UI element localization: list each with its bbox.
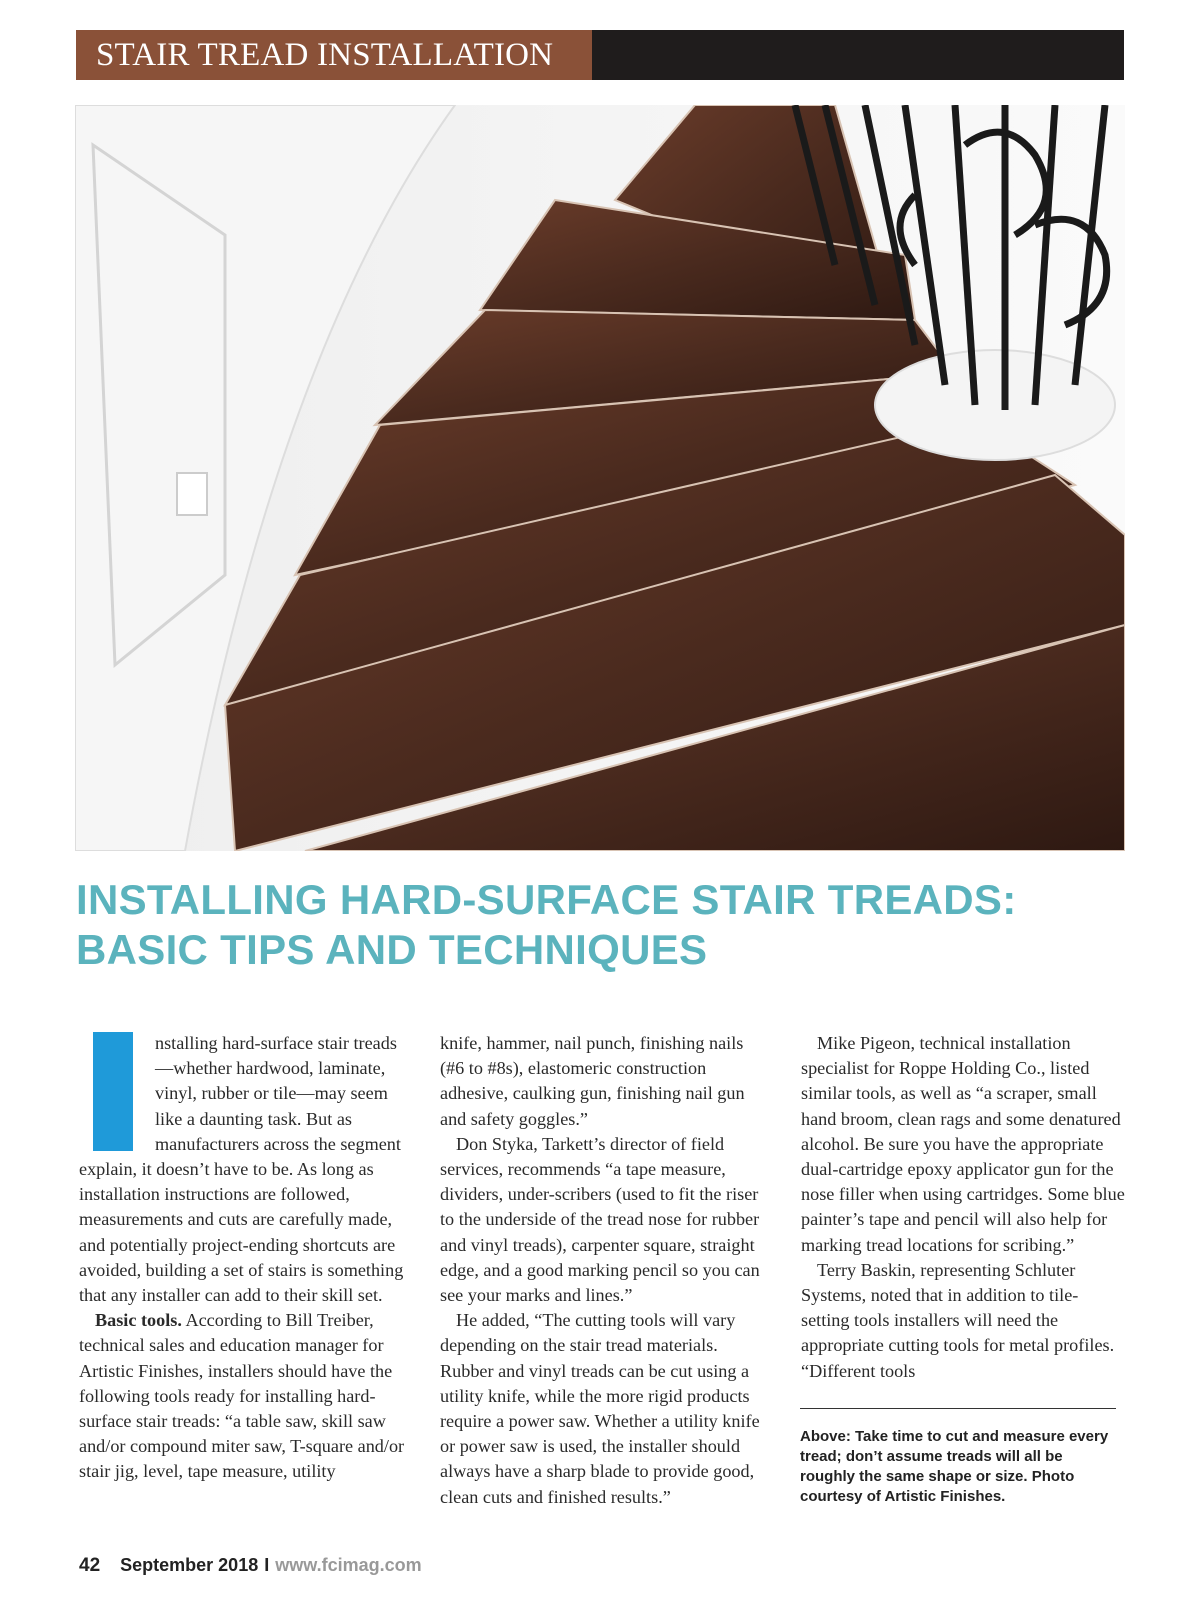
article-paragraph: Mike Pigeon, technical installation specialist for Roppe Holding Co., listed similar tools, as well as “a scraper, small hand broom, clean rags and some denatured alcohol. Be sure you have the appropriate dual-cartridge epoxy applicator gun for the nose filler when using cartridges. Some blue painter’s tape and pencil will also help for marking tread locations for scribing.” <box>801 1033 1125 1255</box>
headline-line-1: INSTALLING HARD-SURFACE STAIR TREADS: <box>76 876 1017 923</box>
article-paragraph <box>79 1031 407 1308</box>
article-column-2 <box>440 1031 770 1510</box>
article-headline <box>76 875 1136 975</box>
issue-date: September 2018 <box>120 1555 259 1575</box>
paragraph-text: According to Bill Treiber, technical sales and education manager for Artistic Finishes, installers should have the following tools ready for installing hard-surface stair treads: “a table saw, skill saw and/or compound miter saw, T-square and/or stair jig, level, tape measure, utility <box>79 1310 405 1482</box>
article-column-1 <box>79 1031 407 1485</box>
page-number: 42 <box>79 1555 101 1576</box>
stair-photo <box>75 105 1125 851</box>
article-paragraph <box>79 1308 407 1484</box>
article-paragraph: Terry Baskin, representing Schluter Systems, noted that in addition to tile-setting tools installers will need the appropriate cutting tools for metal profiles. “Different tools <box>801 1259 1115 1381</box>
light-switch <box>177 473 207 515</box>
caption-divider <box>800 1408 1116 1409</box>
article-paragraph: He added, “The cutting tools will vary depending on the stair tread materials. Rubber and vinyl treads can be cut using a utility knife, while the more rigid products require a power saw. Whether a utility knife or power saw is used, the installer should always have a sharp blade to provide good, clean cuts and finished results.” <box>440 1310 760 1507</box>
page-footer <box>79 1553 422 1578</box>
section-tag: STAIR TREAD INSTALLATION <box>76 30 592 80</box>
paragraph-lead-in: Basic tools. <box>95 1310 182 1331</box>
website-link[interactable]: www.fcimag.com <box>275 1555 422 1575</box>
paragraph-text: nstalling hard-surface stair treads—whether hardwood, laminate, vinyl, rubber or tile—may seem like a daunting task. But as manufacturers across the segment explain, it doesn’t have to be. As long as installation instructions are followed, measurements and cuts are carefully made, and potentially project-ending shortcuts are avoided, building a set of stairs is something that any installer can add to their skill set. <box>79 1033 404 1306</box>
footer-separator: I <box>264 1555 270 1575</box>
article-paragraph: Don Styka, Tarkett’s director of field services, recommends “a tape measure, dividers, under-scribers (used to fit the riser to the underside of the tread nose for rubber and vinyl treads), carpenter square, straight edge, and a good marking pencil so you can see your marks and lines.” <box>440 1133 760 1306</box>
article-paragraph: knife, hammer, nail punch, finishing nails (#6 to #8s), elastomeric construction adhesive, caulking gun, finishing nail gun and safety goggles.” <box>440 1033 745 1129</box>
stair-illustration <box>75 105 1125 851</box>
drop-cap <box>93 1032 133 1151</box>
article-column-3 <box>801 1031 1125 1384</box>
headline-line-2: BASIC TIPS AND TECHNIQUES <box>76 926 708 973</box>
photo-caption: Above: Take time to cut and measure every tread; don’t assume treads will all be roughly the same shape or size. Photo courtesy of Artistic Finishes. <box>800 1428 1109 1505</box>
